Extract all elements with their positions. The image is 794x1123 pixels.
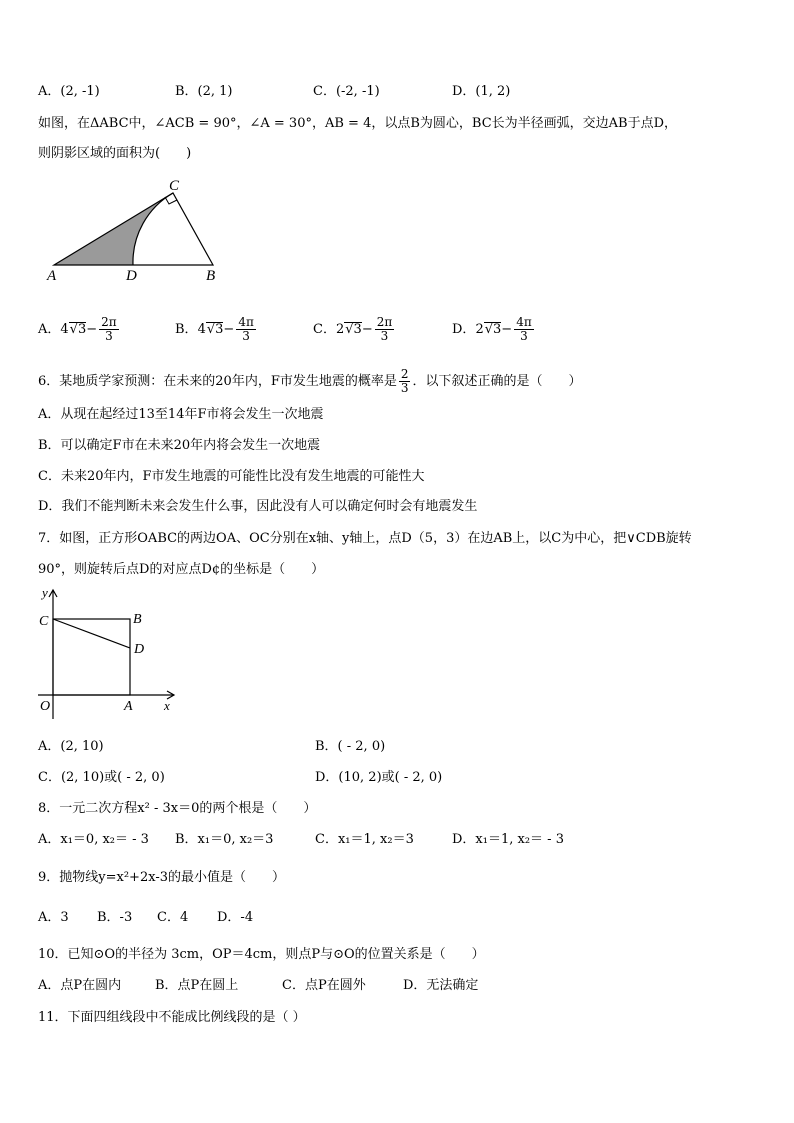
q6-stem: 6．某地质学家预测：在未来的20年内，F市发生地震的概率是 $\frac{2}{3}$ ．以下叙述正确的是（ ）	[38, 367, 582, 395]
q8-option-d: D．x₁＝1, x₂＝ - 3	[452, 832, 564, 847]
q7-label-b: B	[133, 612, 142, 627]
q7-square	[53, 619, 130, 695]
q7-label-c: C	[39, 614, 49, 629]
q8-stem: 8．一元二次方程x² - 3x＝0的两个根是（ ）	[38, 801, 317, 816]
q7-label-x: x	[164, 698, 170, 713]
q4-option-b: B．(2, 1)	[175, 84, 233, 99]
q7-label-a: A	[124, 699, 133, 714]
q7-label-o: O	[40, 699, 51, 714]
q4-option-d: D．(1, 2)	[452, 84, 511, 99]
q10-option-a: A．点P在圆内	[38, 978, 122, 993]
q5-stem-line1	[38, 116, 677, 132]
q7-label-d: D	[134, 642, 145, 657]
q6-option-a: A．从现在起经过13至14年F市将会发生一次地震	[38, 407, 324, 422]
q9-option-d: D．-4	[217, 910, 254, 925]
q7-option-a: A．(2, 10)	[38, 739, 104, 754]
q7-stem-line1: 7．如图，正方形OABC的两边OA、OC分别在x轴、y轴上，点D（5，3）在边AB上，以C为中心，把∨CDB旋转	[38, 531, 692, 546]
q11-stem: 11．下面四组线段中不能成比例线段的是（ ）	[38, 1010, 306, 1025]
q7-stem-line2: 90°，则旋转后点D的对应点D¢的坐标是（ ）	[38, 562, 325, 577]
q6-option-d: D．我们不能判断未来会发生什么事，因此没有人可以确定何时会有地震发生	[38, 499, 478, 514]
q7-option-b: B．( - 2, 0)	[315, 739, 386, 754]
q7-label-y: y	[42, 585, 48, 600]
q7-square-figure	[36, 584, 186, 719]
q7-segment-cd	[53, 619, 130, 648]
q5-label-d: D	[126, 268, 137, 284]
q4-option-c: C．(-2, -1)	[313, 84, 380, 99]
q5-stem-line2: 则阴影区域的面积为( )	[38, 146, 192, 161]
q6-option-c: C．未来20年内，F市发生地震的可能性比没有发生地震的可能性大	[38, 469, 425, 484]
q8-option-b: B．x₁＝0, x₂＝3	[175, 832, 274, 847]
q5-option-d: D．2√3− $\frac{4\pi}{3}$	[452, 315, 532, 343]
q9-option-a: A．3	[38, 910, 69, 925]
q10-option-d: D．无法确定	[403, 978, 479, 993]
q9-option-b: B．-3	[97, 910, 133, 925]
q5-option-a: A．4√3− $\frac{2\pi}{3}$	[38, 315, 117, 343]
q4-option-a: A．(2, -1)	[38, 84, 100, 99]
q5-stem-text1: 如图，在ΔABC中，∠ACB = 90°，∠A = 30°，AB = 4，以点B为圆心，BC长为半径画弧，交边AB于点D，	[38, 116, 678, 131]
q5-option-c: C．2√3− $\frac{2\pi}{3}$	[313, 315, 393, 343]
q9-stem: 9．抛物线y=x²+2x-3的最小值是（ ）	[38, 870, 285, 885]
q8-option-c: C．x₁＝1, x₂＝3	[315, 832, 414, 847]
q10-option-c: C．点P在圆外	[282, 978, 366, 993]
q7-option-d: D．(10, 2)或( - 2, 0)	[315, 770, 443, 785]
q5-triangle-figure	[40, 176, 230, 286]
q5-label-a: A	[47, 268, 57, 284]
q5-option-b: B．4√3− $\frac{4\pi}{3}$	[175, 315, 254, 343]
q9-option-c: C．4	[157, 910, 189, 925]
q10-stem: 10．已知⊙O的半径为 3cm，OP＝4cm，则点P与⊙O的位置关系是（ ）	[38, 947, 485, 962]
q5-label-c: C	[169, 178, 180, 194]
q10-option-b: B．点P在圆上	[155, 978, 239, 993]
q7-option-c: C．(2, 10)或( - 2, 0)	[38, 770, 165, 785]
q8-option-a: A．x₁＝0, x₂＝ - 3	[38, 832, 149, 847]
q5-label-b: B	[206, 268, 216, 284]
q6-option-b: B．可以确定F市在未来20年内将会发生一次地震	[38, 438, 321, 453]
